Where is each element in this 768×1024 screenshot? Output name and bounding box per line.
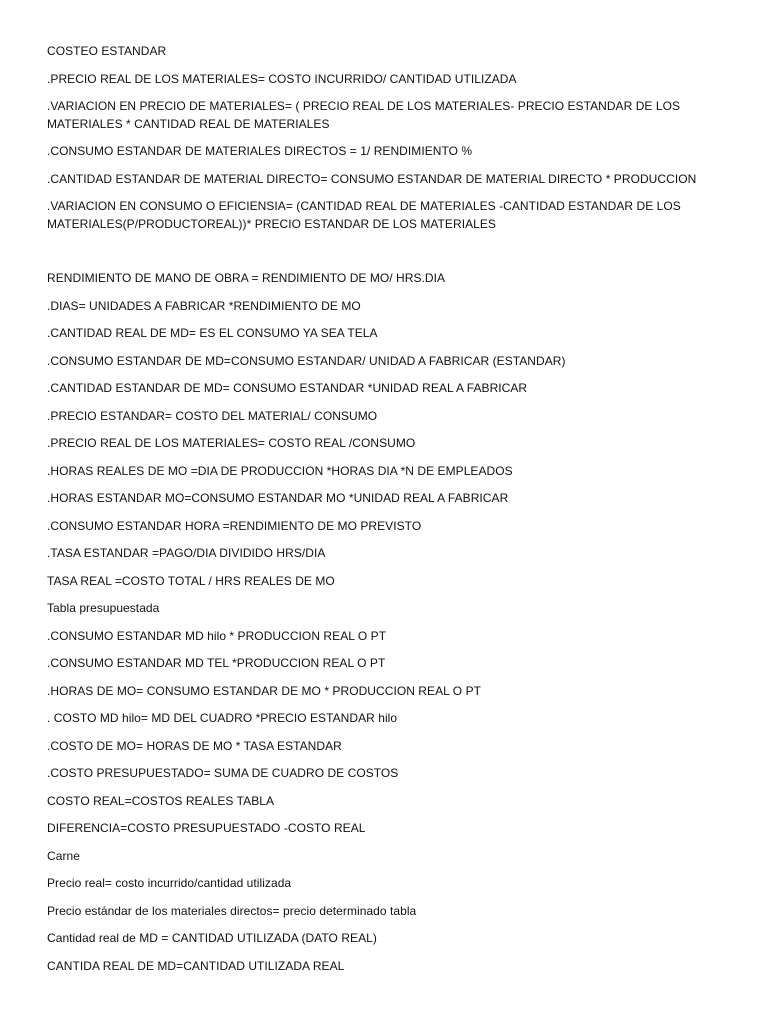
text-line: .HORAS DE MO= CONSUMO ESTANDAR DE MO * PRODUCCION REAL O PT xyxy=(47,683,482,698)
blank-line xyxy=(47,243,707,270)
text-line: .COSTO DE MO= HORAS DE MO * TASA ESTANDAR xyxy=(47,738,342,753)
text-line: Precio estándar de los materiales directos= precio determinado tabla xyxy=(47,903,417,918)
text-line: .CONSUMO ESTANDAR DE MD=CONSUMO ESTANDAR/ UNIDAD A FABRICAR (ESTANDAR) xyxy=(47,353,566,368)
text-line: .HORAS REALES DE MO =DIA DE PRODUCCION *HORAS DIA *N DE EMPLEADOS xyxy=(47,463,513,478)
text-line: . COSTO MD hilo= MD DEL CUADRO *PRECIO ESTANDAR hilo xyxy=(47,711,398,725)
text-line: .CANTIDAD ESTANDAR DE MATERIAL DIRECTO= CONSUMO ESTANDAR DE MATERIAL DIRECTO * PRODUCCION xyxy=(47,171,697,186)
text-line: .PRECIO ESTANDAR= COSTO DEL MATERIAL/ CONSUMO xyxy=(47,408,378,423)
text-line: COSTO REAL=COSTOS REALES TABLA xyxy=(47,793,275,808)
text-line: Tabla presupuestada xyxy=(47,601,160,615)
text-line: CANTIDA REAL DE MD=CANTIDAD UTILIZADA REAL xyxy=(47,958,345,973)
text-line: .CONSUMO ESTANDAR MD hilo * PRODUCCION REAL O PT xyxy=(47,628,387,643)
text-line: .CANTIDAD REAL DE MD= ES EL CONSUMO YA SEA TELA xyxy=(47,326,378,340)
text-line: Precio real= costo incurrido/cantidad utilizada xyxy=(47,876,292,890)
text-line: COSTEO ESTANDAR xyxy=(47,44,167,58)
text-line: .CONSUMO ESTANDAR MD TEL *PRODUCCION REAL O PT xyxy=(47,656,386,670)
text-line: TASA REAL =COSTO TOTAL / HRS REALES DE MO xyxy=(47,573,335,588)
text-line: .PRECIO REAL DE LOS MATERIALES= COSTO REAL /CONSUMO xyxy=(47,436,416,450)
text-line: .HORAS ESTANDAR MO=CONSUMO ESTANDAR MO *UNIDAD REAL A FABRICAR xyxy=(47,491,509,505)
text-line: Cantidad real de MD = CANTIDAD UTILIZADA (DATO REAL) xyxy=(47,931,377,945)
text-line: DIFERENCIA=COSTO PRESUPUESTADO -COSTO REAL xyxy=(47,821,366,835)
text-line: .CONSUMO ESTANDAR HORA =RENDIMIENTO DE MO PREVISTO xyxy=(47,518,422,533)
document-body xyxy=(47,43,707,985)
section-costeo-estandar xyxy=(47,43,707,233)
text-line: RENDIMIENTO DE MANO DE OBRA = RENDIMIENTO DE MO/ HRS.DIA xyxy=(47,271,446,285)
text-line: .PRECIO REAL DE LOS MATERIALES= COSTO INCURRIDO/ CANTIDAD UTILIZADA xyxy=(47,71,517,86)
text-line: Carne xyxy=(47,848,80,863)
text-line: .DIAS= UNIDADES A FABRICAR *RENDIMIENTO DE MO xyxy=(47,298,361,313)
text-line: .TASA ESTANDAR =PAGO/DIA DIVIDIDO HRS/DIA xyxy=(47,546,326,560)
text-line: .VARIACION EN CONSUMO O EFICIENSIA= (CANTIDAD REAL DE MATERIALES -CANTIDAD ESTANDAR DE LOS MATERIALES(P/PRODUCTOREAL))* PRECIO ESTANDAR DE LOS MATERIALES xyxy=(47,199,681,231)
section-mano-de-obra xyxy=(47,270,707,975)
text-line: .CANTIDAD ESTANDAR DE MD= CONSUMO ESTANDAR *UNIDAD REAL A FABRICAR xyxy=(47,381,528,395)
text-line: .COSTO PRESUPUESTADO= SUMA DE CUADRO DE COSTOS xyxy=(47,766,399,780)
text-line: .VARIACION EN PRECIO DE MATERIALES= ( PRECIO REAL DE LOS MATERIALES- PRECIO ESTANDAR DE LOS MATERIALES * CANTIDAD REAL DE MATERIALES xyxy=(47,99,681,131)
text-line: .CONSUMO ESTANDAR DE MATERIALES DIRECTOS = 1/ RENDIMIENTO % xyxy=(47,144,473,158)
